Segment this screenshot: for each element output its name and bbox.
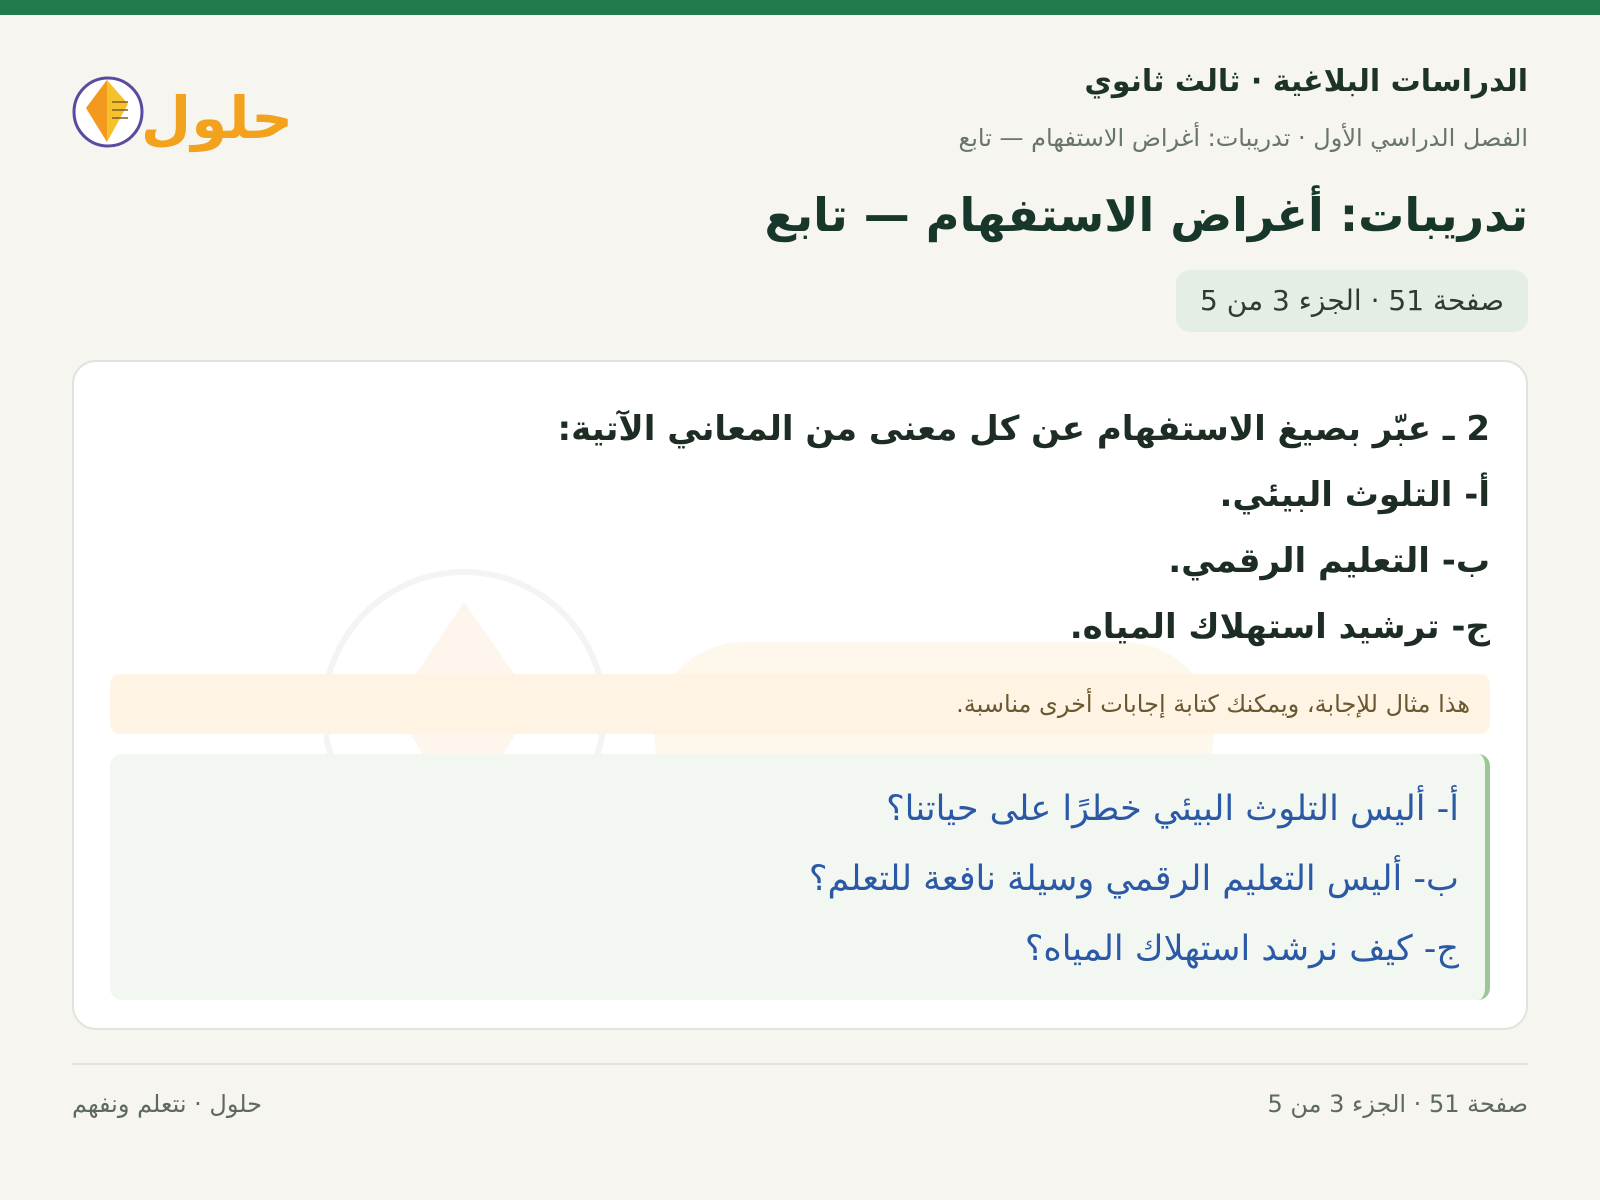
footer-brand: حلول · نتعلم ونفهم <box>72 1090 262 1118</box>
question-block <box>110 396 1490 660</box>
question-prompt: 2 ـ عبّر بصيغ الاستفهام عن كل معنى من المعاني الآتية: <box>557 409 1490 449</box>
breadcrumb: الفصل الدراسي الأول · تدريبات: أغراض الاستفهام — تابع <box>958 124 1528 152</box>
answer-line: ج- كيف نرشد استهلاك المياه؟ <box>1024 929 1459 969</box>
page-indicator-pill: صفحة 51 · الجزء 3 من 5 <box>1176 270 1528 332</box>
answer-line: أ- أليس التلوث البيئي خطرًا على حياتنا؟ <box>886 789 1459 829</box>
question-item: ب- التعليم الرقمي. <box>1168 541 1490 581</box>
footer-divider <box>72 1063 1528 1065</box>
hulul-logo[interactable] <box>72 58 302 154</box>
answer-note: هذا مثال للإجابة، ويمكنك كتابة إجابات أخرى مناسبة. <box>110 674 1490 734</box>
course-title: الدراسات البلاغية · ثالث ثانوي <box>1084 64 1528 99</box>
logo-text: حلول <box>140 84 294 152</box>
page-header <box>72 58 1528 178</box>
exercise-card <box>72 360 1528 1030</box>
answer-box <box>110 754 1490 1000</box>
top-accent-bar <box>0 0 1600 15</box>
question-item: أ- التلوث البيئي. <box>1219 475 1490 515</box>
question-item: ج- ترشيد استهلاك المياه. <box>1069 607 1490 647</box>
page-title: تدريبات: أغراض الاستفهام — تابع <box>764 188 1528 242</box>
footer-page-info: صفحة 51 · الجزء 3 من 5 <box>1267 1090 1528 1118</box>
answer-line: ب- أليس التعليم الرقمي وسيلة نافعة للتعلم؟ <box>808 859 1459 899</box>
